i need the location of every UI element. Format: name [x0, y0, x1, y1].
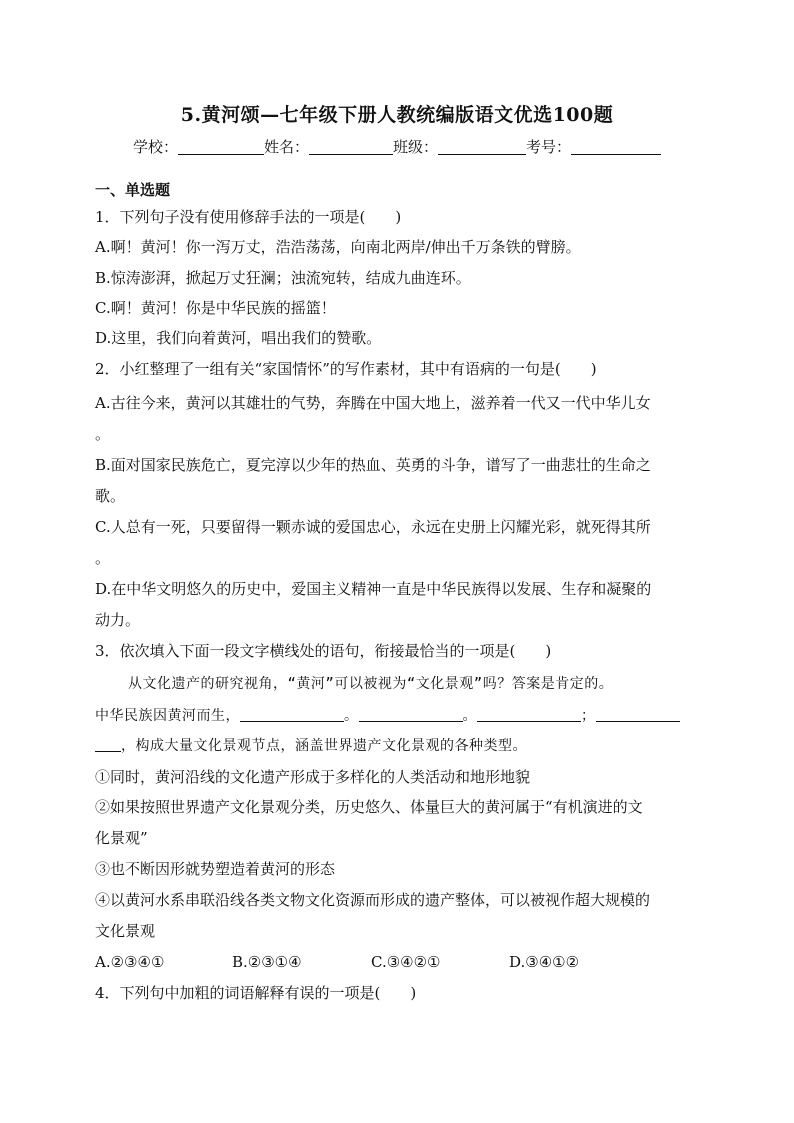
q1-option-c: C.啊！黄河！你是中华民族的摇篮！: [95, 299, 336, 317]
q3-option-a: A.②③④①: [95, 953, 165, 971]
q3-options-row: [95, 952, 579, 972]
q3-sentence-1: ①同时，黄河沿线的文化遗产形成于多样化的人类活动和地形地貌: [95, 768, 531, 786]
number-blank[interactable]: [571, 138, 661, 155]
q1-stem: 1．下列句子没有使用修辞手法的一项是( ): [95, 208, 402, 226]
q3-passage-end: ，构成大量文化景观节点，涵盖世界遗产文化景观的各种类型。: [121, 738, 527, 754]
q3-blank-3: [477, 707, 581, 722]
q4-stem: 4．下列句中加粗的词语解释有误的一项是( ): [95, 984, 417, 1002]
q3-blank-2: [359, 707, 463, 722]
q3-sentence-2-line1: ②如果按照世界遗产文化景观分类，历史悠久、体量巨大的黄河属于“有机演进的文: [95, 798, 643, 816]
q2-option-c-line2: 。: [95, 549, 111, 567]
q3-passage-line1: 从文化遗产的研究视角，“黄河”可以被视为“文化景观”吗？答案是肯定的。: [128, 676, 614, 692]
q2-option-a-line2: 。: [95, 425, 111, 443]
q1-option-d: D.这里，我们向着黄河，唱出我们的赞歌。: [95, 329, 382, 347]
q1-option-b: B.惊涛澎湃，掀起万丈狂澜；浊流宛转，结成九曲连环。: [95, 269, 471, 287]
q3-passage-line3: [95, 736, 527, 756]
class-label: 班级：: [393, 138, 439, 156]
name-blank[interactable]: [309, 138, 393, 155]
q2-option-c-line1: C.人总有一死，只要留得一颗赤诚的爱国忠心，永远在史册上闪耀光彩，就死得其所: [95, 518, 651, 536]
student-info-row: [0, 136, 794, 157]
number-label: 考号：: [526, 138, 572, 156]
q2-stem: 2．小红整理了一组有关“家国情怀”的写作素材，其中有语病的一句是( ): [95, 360, 597, 378]
q2-option-b-line2: 歌。: [95, 487, 126, 505]
q3-sentence-3: ③也不断因形就势塑造着黄河的形态: [95, 860, 336, 878]
q2-option-d-line2: 动力。: [95, 611, 141, 629]
class-blank[interactable]: [438, 138, 526, 155]
name-label: 姓名：: [263, 138, 309, 156]
q3-blank-4a: [596, 707, 680, 722]
q3-option-d: D.③④①②: [509, 953, 580, 971]
school-label: 学校：: [132, 138, 178, 156]
q3-sentence-4-line1: ④以黄河水系串联沿线各类文物文化资源而形成的遗产整体，可以被视作超大规模的: [95, 891, 651, 909]
q3-stem: 3．依次填入下面一段文字横线处的语句，衔接最恰当的一项是( ): [95, 642, 552, 660]
q1-option-a: A.啊！黄河！你一泻万丈，浩浩荡荡，向南北两岸/伸出千万条铁的臂膀。: [95, 238, 581, 256]
q3-sentence-2-line2: 化景观”: [95, 829, 148, 847]
q3-separator-3: ；: [581, 708, 596, 724]
school-blank[interactable]: [178, 138, 264, 155]
q2-option-b-line1: B.面对国家民族危亡，夏完淳以少年的热血、英勇的斗争，谱写了一曲悲壮的生命之: [95, 456, 651, 474]
q2-option-a-line1: A.古往今来，黄河以其雄壮的气势，奔腾在中国大地上，滋养着一代又一代中华儿女: [95, 394, 651, 412]
q2-option-d-line1: D.在中华文明悠久的历史中，爱国主义精神一直是中华民族得以发展、生存和凝聚的: [95, 580, 652, 598]
q3-option-b: B.②③①④: [232, 953, 302, 971]
q3-blank-4b: [95, 737, 121, 752]
page-title: 5.黄河颂—七年级下册人教统编版语文优选100题: [180, 104, 614, 126]
q3-separator-2: 。: [462, 708, 477, 724]
section-heading: 一、单选题: [95, 181, 171, 199]
q3-blank-1: [240, 707, 344, 722]
q3-option-c: C.③④②①: [371, 953, 441, 971]
q3-separator-1: 。: [344, 708, 359, 724]
q3-passage-start: 中华民族因黄河而生，: [95, 708, 240, 724]
q3-passage-line2: [95, 706, 680, 726]
q3-sentence-4-line2: 文化景观: [95, 922, 156, 940]
